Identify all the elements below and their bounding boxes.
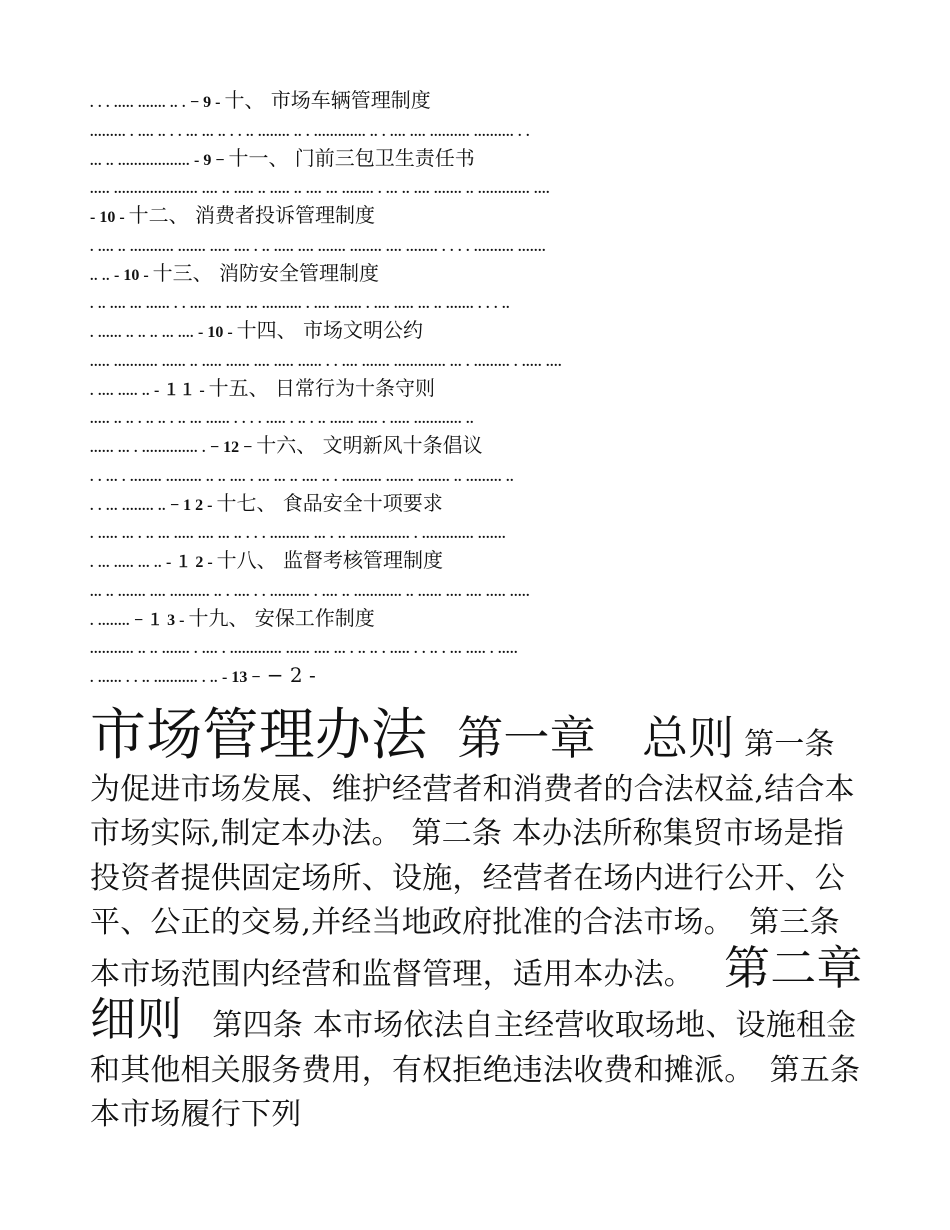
chapter-heading: 第二章 细则 (90, 940, 863, 1046)
toc-line (90, 460, 865, 489)
toc-title: 十三、 消防安全管理制度 (152, 260, 380, 285)
page-number: - １１ - (150, 381, 209, 399)
body-paragraph: 第一条 为促进市场发展、维护经营者和消费者的合法权益,结合本市场实际,制定本办法。 第二条 本办法所称集贸市场是指投资者提供固定场所、设施，经营者在场内进行公开、公平、公正的交易,并经当地政府批准的合法市场。 第三条 本市场范围内经营和监督管理，适用本办法。 (90, 727, 855, 992)
toc-line[interactable] (90, 86, 865, 115)
toc-title: 十九、 安保工作制度 (188, 605, 375, 630)
toc-line (90, 575, 865, 604)
page-number: − 1 2 - (166, 496, 217, 514)
page-number: - 9 − (190, 151, 229, 169)
chapter-heading: 第一章 总则 (457, 711, 735, 765)
leader-dots: ........... .. .. ....... . .... . ............. ...... .... ... . .. .. . ..... . . .. . ... ..... . ..... (90, 642, 518, 658)
leader-dots: ... .. ....... .... .......... .. . .... . . .......... . .... .. ............ .. ...... .... .... ..... ..... (90, 584, 530, 600)
leader-dots: . ..... ... . .. ... ..... .... ... .. . . . .......... ... . .. ............... . ............. ....... (90, 527, 506, 543)
leader-dots: .. .. (90, 268, 110, 284)
toc-line (90, 115, 865, 144)
toc-title: 十、 市场车辆管理制度 (224, 88, 431, 112)
toc-title: 十七、 食品安全十项要求 (216, 490, 443, 515)
toc-line (90, 661, 865, 690)
page-number: - 10 - (110, 266, 153, 284)
toc-title: 十六、 文明新风十条倡议 (256, 433, 483, 457)
toc-line (90, 230, 865, 259)
toc-line[interactable] (90, 316, 865, 345)
leader-dots: ...... ... . .............. . (90, 441, 206, 456)
toc-line[interactable] (90, 374, 865, 403)
page-number: - １ 2 - (162, 554, 217, 571)
leader-dots: . .... .. ........... ....... ..... .... . .. ..... .... ....... ........ .... ........ . . . . .......... ....... (90, 239, 546, 255)
table-of-contents (90, 86, 865, 690)
leader-dots: . ...... . . .. ........... . .. (90, 671, 222, 686)
toc-line (90, 345, 865, 374)
toc-line (90, 287, 865, 316)
leader-dots: ..... .. .. . .. .. . .. ... ...... . . . . ..... . .. . .. ...... ..... . ..... ............ .. (90, 412, 474, 428)
leader-dots: . . . ..... ....... .. . (90, 96, 186, 111)
toc-line (90, 402, 865, 431)
toc-line[interactable] (90, 604, 865, 633)
toc-title: 十五、 日常行为十条守则 (208, 375, 436, 400)
page-number: − 9 - (186, 94, 225, 111)
leader-dots: . . ... ........ .. (90, 498, 166, 514)
toc-line (90, 632, 865, 661)
leader-dots: ......... . .... .. . . ... ... .. . . .. ........ .. . ............. .. . .... .... .......... .......... . . (90, 124, 530, 140)
toc-line[interactable] (90, 546, 865, 575)
toc-line[interactable] (90, 144, 865, 173)
toc-line[interactable] (90, 489, 865, 518)
leader-dots: ..... ..................... .... .. ..... .. ..... .. .... ... ........ . ... .. .... ....... .. ............. .... (90, 182, 550, 198)
leader-dots: . ........ (90, 613, 130, 629)
toc-title: 十二、 消费者投诉管理制度 (128, 203, 376, 227)
toc-line[interactable] (90, 431, 865, 460)
leader-dots: . .... ..... .. (90, 383, 150, 399)
toc-title: 十一、 门前三包卫生责任书 (228, 145, 475, 170)
toc-line (90, 517, 865, 546)
page-number: - 10 - (194, 324, 237, 341)
document-body (90, 703, 865, 1138)
page-number: − １ 3 - (130, 611, 189, 629)
leader-dots: . . ... . ........ ......... .. .. .... . ... ... .. .... .. . .......... ....... ........ .. ......... .. (90, 469, 514, 485)
page-number: - 13 − (222, 669, 261, 686)
leader-dots: . ... ..... ... .. (90, 556, 162, 571)
leader-dots: ... .. .................. (90, 153, 190, 169)
page-footer-number: − 2 - (260, 663, 316, 687)
page-number: - 10 - (90, 209, 129, 226)
toc-title: 十四、 市场文明公约 (236, 318, 424, 342)
leader-dots: . .. .... ... ...... . . .... ... .... ... .......... . .... ....... . .... ..... ... .. ....... . . . .. (90, 297, 510, 313)
body-paragraph: 第四条 本市场依法自主经营收取场地、设施租金和其他相关服务费用，有权拒绝违法收费和摊派。 第五条 本市场履行下列 (90, 1008, 861, 1132)
toc-line[interactable] (90, 201, 865, 230)
toc-title: 十八、 监督考核管理制度 (216, 548, 444, 572)
document-title: 市场管理办法 (90, 703, 428, 768)
toc-line[interactable] (90, 259, 865, 288)
leader-dots: ..... ........... ...... .. ..... ...... .... ..... ...... . . .... ....... ............. ... . ......... . ..... .... (90, 354, 562, 370)
toc-line (90, 172, 865, 201)
leader-dots: . ...... .. .. .. ... .... (90, 326, 194, 341)
page-number: − 12 − (206, 439, 257, 456)
